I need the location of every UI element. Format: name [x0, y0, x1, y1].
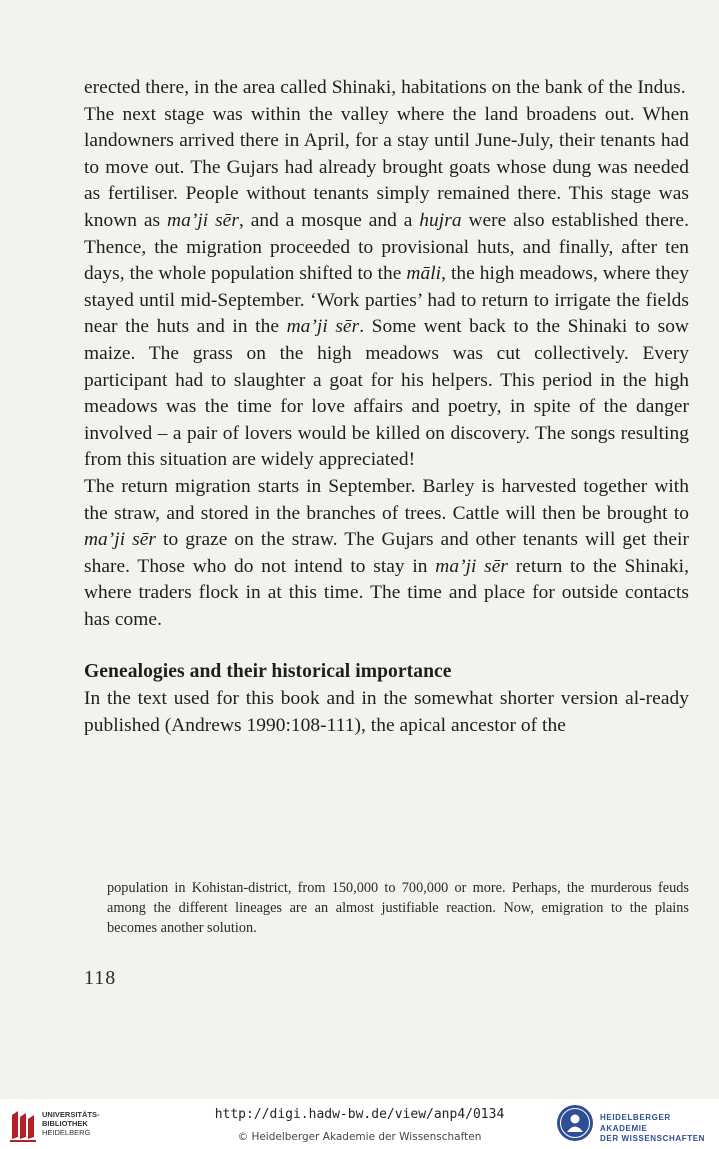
- footnote: population in Kohistan-district, from 150,000 to 700,000 or more. Perhaps, the murderous feuds among the different lineages are an almost justifiable reaction. Now, emigration to the plains becomes another solution.: [107, 880, 689, 936]
- italic-term: ma’ji sēr: [435, 555, 509, 577]
- paragraph: [84, 75, 689, 102]
- italic-term: māli: [406, 263, 442, 285]
- logo-line: HEIDELBERGER AKADEMIE: [600, 1113, 671, 1133]
- italic-term: hujra: [419, 209, 462, 231]
- academy-seal-icon: [556, 1104, 594, 1142]
- text-run: The return migration starts in September. Barley is harvested together with the straw, and stored in the branches of trees. Cattle will then be brought to: [84, 475, 689, 524]
- logo-line: DER WISSENSCHAFTEN: [600, 1134, 706, 1143]
- paragraph: In the text used for this book and in the somewhat shorter version al-ready published (Andrews 1990:108-111), the apical ancestor of the: [84, 688, 689, 736]
- text-run: , the high meadows, where they stayed until mid-September. ‘Work parties’ had to return to irrigate the fields near the huts and in the: [84, 263, 689, 338]
- body-text: [84, 75, 689, 739]
- paragraph: [84, 102, 689, 474]
- paragraph: [84, 474, 689, 634]
- text-run: to graze on the straw. The Gujars and other tenants will get their share. Those who do not intend to stay in: [84, 529, 689, 577]
- text-run: The next stage was within the valley where the land broadens out. When landowners arrived there in April, for a stay until June-July, their tenants had to move out. The Gujars had already brought goats whose dung was needed as fertiliser. People without tenants simply remained there. This stage was known as: [84, 103, 689, 231]
- logo-line: UNIVERSITÄTS-: [42, 1110, 100, 1119]
- italic-term: ma’ji sēr: [286, 316, 360, 338]
- logo-line: HEIDELBERG: [42, 1128, 91, 1137]
- section-heading: Genealogies and their historical importance: [84, 661, 452, 683]
- text-run: return to the Shinaki, where traders flock in at this time. The time and place for outside contacts has come.: [84, 555, 689, 630]
- logo-line: BIBLIOTHEK: [42, 1119, 88, 1128]
- text-run: , and a mosque and a: [238, 209, 420, 231]
- page-number: 118: [84, 967, 117, 989]
- text-run: . Some went back to the Shinaki to sow maize. The grass on the high meadows was cut collectively. Every participant had to slaughter a goat for his helpers. This period in the high meadows was the time for love affairs and poetry, in spite of the danger involved – a pair of lovers would be killed on discovery. The songs resulting from this situation are widely appreciated!: [84, 316, 689, 471]
- footer-copyright: © Heidelberger Akademie der Wissenschaften: [237, 1131, 482, 1143]
- footer-url-link[interactable]: http://digi.hadw-bw.de/view/anp4/0134: [214, 1107, 505, 1122]
- italic-term: ma’ji sēr: [84, 529, 157, 551]
- text-run: erected there, in the area called Shinaki, habitations on the bank of the Indus.: [84, 77, 686, 98]
- italic-term: ma’ji sēr: [167, 209, 239, 231]
- text-run: were also established there. Thence, the migration proceeded to provisional huts, and finally, after ten days, the whole population shifted to the: [84, 209, 689, 285]
- academy-logo-text: [600, 1113, 719, 1145]
